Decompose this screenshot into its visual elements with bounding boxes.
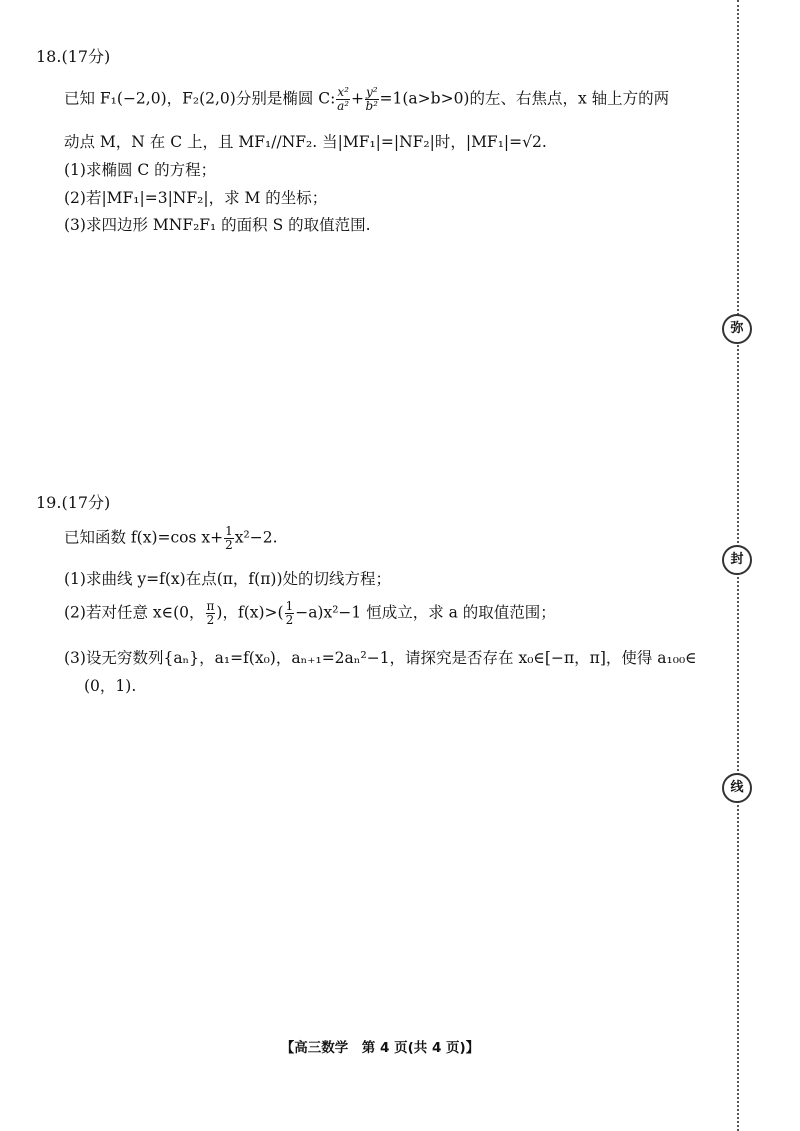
q19-pi-den: 2 bbox=[206, 613, 215, 627]
q19-part2-a: (2)若对任意 x∈(0， bbox=[64, 603, 205, 622]
q19-half-num-2: 1 bbox=[285, 599, 294, 613]
q19-half-fraction bbox=[224, 525, 234, 552]
q19-number: 19.(17分) bbox=[36, 493, 111, 512]
q19-pi-fraction bbox=[206, 600, 216, 627]
q19-part2-c: −a)x²−1 恒成立，求 a 的取值范围； bbox=[295, 603, 556, 622]
q18-y-den: b² bbox=[365, 99, 378, 113]
seal-feng: 封 bbox=[722, 545, 752, 575]
q18-x-fraction bbox=[336, 86, 350, 113]
q19-half-den: 2 bbox=[225, 538, 233, 552]
q19-part2 bbox=[64, 600, 556, 627]
q19-part1: (1)求曲线 y=f(x)在点(π，f(π))处的切线方程； bbox=[64, 570, 391, 588]
q18-part3: (3)求四边形 MNF₂F₁ 的面积 S 的取值范围. bbox=[64, 216, 371, 234]
q18-y-num: y² bbox=[365, 85, 378, 99]
q19-pi-num: π bbox=[206, 599, 215, 613]
q19-stem bbox=[64, 525, 278, 552]
seal-xian: 线 bbox=[722, 773, 752, 803]
q19-stem-a: 已知函数 f(x)=cos x+ bbox=[64, 528, 224, 547]
q18-part1: (1)求椭圆 C 的方程； bbox=[64, 161, 217, 179]
q18-part2: (2)若|MF₁|=3|NF₂|，求 M 的坐标； bbox=[64, 189, 328, 207]
q18-stem-line2: 动点 M，N 在 C 上，且 MF₁//NF₂. 当|MF₁|=|NF₂|时，|MF₁|=√2. bbox=[64, 133, 547, 151]
q18-x-den: a² bbox=[337, 99, 350, 113]
q18-stem-line1 bbox=[64, 86, 669, 113]
q19-part2-b: )，f(x)>( bbox=[216, 603, 284, 622]
q19-part3-line2: (0，1). bbox=[84, 677, 137, 695]
q18-y-fraction bbox=[365, 86, 379, 113]
seal-mi: 弥 bbox=[722, 314, 752, 344]
q18-stem-b: =1(a>b>0)的左、右焦点，x 轴上方的两 bbox=[379, 89, 670, 108]
q19-half-num: 1 bbox=[225, 524, 233, 538]
q18-number: 18.(17分) bbox=[36, 47, 111, 66]
q18-x-num: x² bbox=[337, 85, 349, 99]
q19-half-fraction-2 bbox=[285, 600, 295, 627]
q19-half-den-2: 2 bbox=[285, 613, 294, 627]
q19-stem-b: x²−2. bbox=[234, 528, 278, 547]
page-footer: 【高三数学 第 4 页(共 4 页)】 bbox=[280, 1040, 480, 1056]
q19-part3-line1: (3)设无穷数列{aₙ}，a₁=f(x₀)，aₙ₊₁=2aₙ²−1，请探究是否存在 x₀∈[−π，π]，使得 a₁₀₀∈ bbox=[64, 649, 697, 667]
q18-plus: + bbox=[350, 89, 364, 108]
q18-stem-a: 已知 F₁(−2,0)，F₂(2,0)分别是椭圆 C: bbox=[64, 89, 336, 108]
